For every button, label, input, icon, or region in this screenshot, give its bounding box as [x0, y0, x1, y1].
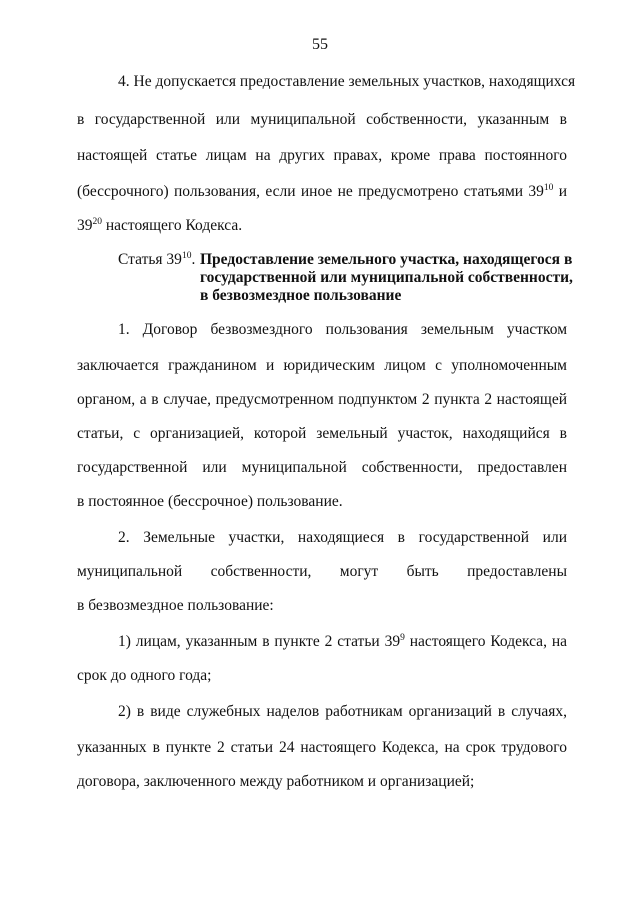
superscript: 10 [181, 251, 192, 261]
sub1-line-1-text: 1) лицам, указанным в пункте 2 статьи 39 [118, 633, 401, 650]
item2-line-2: муниципальной собственности, могут быть предоставлены [77, 563, 567, 580]
para4-line-5 [77, 216, 567, 236]
sub1-line-2: срок до одного года; [77, 667, 212, 684]
item1-line-2: заключается гражданином и юридическим лицом с уполномоченным [77, 357, 567, 374]
sub1-line-1 [118, 632, 567, 652]
superscript: 20 [92, 217, 102, 227]
page-number: 55 [312, 36, 328, 53]
article-label-dot: . [191, 251, 196, 268]
article-label [118, 250, 195, 270]
item1-line-3: органом, а в случае, предусмотренном подпунктом 2 пункта 2 настоящей [77, 391, 567, 408]
item2-line-1: 2. Земельные участки, находящиеся в государственной или [118, 529, 567, 546]
article-title-line-2: государственной или муниципальной собственности, [200, 269, 573, 286]
para4-line-5-text: 39 [77, 217, 93, 234]
article-label-text: Статья 39 [118, 251, 182, 268]
article-title-line-1: Предоставление земельного участка, находящегося в [200, 251, 573, 268]
sub1-line-1-tail: настоящего Кодекса, на [404, 633, 567, 650]
sub2-line-2: указанных в пункте 2 статьи 24 настоящего Кодекса, на срок трудового [77, 739, 567, 756]
item1-line-6: в постоянное (бессрочное) пользование. [77, 493, 343, 510]
item2-line-3: в безвозмездное пользование: [77, 597, 274, 614]
para4-line-4 [77, 182, 567, 202]
para4-line-1: 4. Не допускается предоставление земельных участков, находящихся [118, 73, 576, 90]
para4-line-3: настоящей статье лицам на других правах, кроме права постоянного [77, 147, 567, 164]
para4-line-4-text: (бессрочного) пользования, если иное не предусмотрено статьями 39 [77, 183, 544, 200]
article-title-line-3: в безвозмездное пользование [200, 287, 402, 304]
item1-line-1: 1. Договор безвозмездного пользования земельным участком [118, 321, 567, 338]
superscript: 10 [543, 183, 554, 193]
para4-line-4-tail: и [553, 183, 567, 200]
sub2-line-3: договора, заключенного между работником и организацией; [77, 773, 475, 790]
superscript: 9 [400, 633, 405, 643]
item1-line-4: статьи, с организацией, которой земельный участок, находящийся в [77, 425, 567, 442]
para4-line-2: в государственной или муниципальной собственности, указанным в [77, 111, 567, 128]
para4-line-5-tail: настоящего Кодекса. [102, 217, 243, 234]
item1-line-5: государственной или муниципальной собственности, предоставлен [77, 459, 567, 476]
sub2-line-1: 2) в виде служебных наделов работникам организаций в случаях, [118, 703, 567, 720]
